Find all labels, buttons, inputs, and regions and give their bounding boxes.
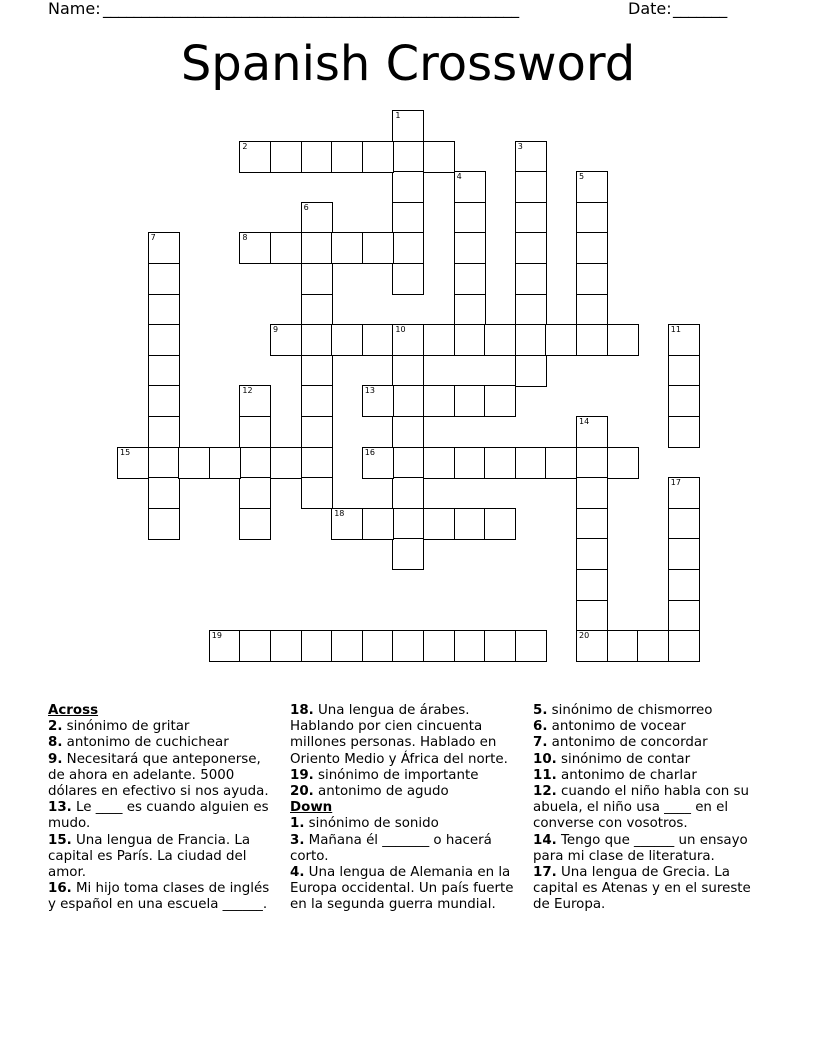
- date-label: Date:: [628, 0, 672, 18]
- cell-number: 3: [517, 141, 523, 151]
- grid-cell[interactable]: [148, 447, 180, 479]
- grid-cell[interactable]: [239, 232, 271, 264]
- clue-down-10: 10. sinónimo de contar: [533, 751, 691, 767]
- grid-cell[interactable]: [515, 447, 547, 479]
- grid-cell[interactable]: [392, 385, 424, 417]
- grid-cell[interactable]: [239, 447, 271, 479]
- cell-number: 1: [395, 111, 401, 120]
- clue-down-12: 12. cuando el niño habla con su abuela, el niño usa ____ en el converse con vosotros.: [533, 784, 749, 832]
- grid-cell[interactable]: [576, 263, 608, 295]
- grid-cell[interactable]: [392, 538, 424, 570]
- clue-down-6: 6. antonimo de vocear: [533, 719, 686, 735]
- cell-number: 8: [242, 233, 248, 243]
- grid-cell[interactable]: [423, 141, 455, 173]
- grid-cell[interactable]: [668, 630, 700, 662]
- grid-cell[interactable]: [392, 110, 424, 142]
- grid-cell[interactable]: [545, 447, 577, 479]
- clue-across-9: 9. Necesitará que anteponerse, de ahora en adelante. 5000 dólares en efectivo si nos ayuda.: [48, 751, 269, 800]
- grid-cell[interactable]: [454, 447, 486, 479]
- grid-cell[interactable]: [362, 141, 394, 173]
- grid-cell[interactable]: [301, 416, 333, 448]
- cell-number: 13: [364, 386, 375, 396]
- date-field[interactable]: _______: [673, 0, 727, 18]
- clue-across-20: 20. antonimo de agudo: [290, 784, 449, 800]
- grid-cell[interactable]: [454, 232, 486, 264]
- grid-cell[interactable]: [423, 324, 455, 356]
- grid-cell[interactable]: [392, 171, 424, 203]
- clues-column-2: [290, 703, 520, 914]
- grid-cell[interactable]: [423, 447, 455, 479]
- clue-down-3: 3. Mañana él _______ o hacerá corto.: [290, 832, 492, 864]
- grid-cell[interactable]: [270, 447, 302, 479]
- grid-cell[interactable]: [392, 202, 424, 234]
- down-heading: Down: [290, 800, 333, 816]
- cell-number: 17: [670, 478, 681, 488]
- grid-cell[interactable]: [301, 202, 333, 234]
- cell-number: 2: [242, 141, 248, 151]
- grid-cell[interactable]: [576, 538, 608, 570]
- grid-cell[interactable]: [331, 141, 363, 173]
- grid-cell[interactable]: [270, 141, 302, 173]
- clues-column-3: [533, 703, 768, 914]
- grid-cell[interactable]: [576, 232, 608, 264]
- grid-cell[interactable]: [668, 569, 700, 601]
- grid-cell[interactable]: [668, 508, 700, 540]
- grid-cell[interactable]: [576, 447, 608, 479]
- cell-number: 16: [364, 447, 375, 457]
- grid-cell[interactable]: [515, 232, 547, 264]
- grid-cell[interactable]: [576, 477, 608, 509]
- cell-number: 6: [303, 202, 309, 212]
- across-heading: Across: [48, 703, 99, 718]
- grid-cell[interactable]: [515, 171, 547, 203]
- cell-number: 20: [579, 631, 590, 641]
- grid-cell[interactable]: [637, 630, 669, 662]
- clue-across-2: 2. sinónimo de gritar: [48, 719, 190, 735]
- grid-cell[interactable]: [239, 630, 271, 662]
- grid-cell[interactable]: [301, 263, 333, 295]
- grid-cell[interactable]: [362, 508, 394, 540]
- clue-across-13: 13. Le ____ es cuando alguien es mudo.: [48, 800, 269, 832]
- cell-number: 19: [211, 631, 222, 641]
- grid-cell[interactable]: [392, 232, 424, 264]
- grid-cell[interactable]: [515, 294, 547, 326]
- grid-cell[interactable]: [668, 600, 700, 632]
- grid-cell[interactable]: [454, 171, 486, 203]
- grid-cell[interactable]: [148, 263, 180, 295]
- grid-cell[interactable]: [607, 324, 639, 356]
- cell-number: 15: [120, 447, 131, 457]
- grid-cell[interactable]: [454, 324, 486, 356]
- grid-cell[interactable]: [576, 171, 608, 203]
- cell-number: 12: [242, 386, 253, 396]
- grid-cell[interactable]: [423, 385, 455, 417]
- grid-cell[interactable]: [239, 508, 271, 540]
- grid-cell[interactable]: [392, 416, 424, 448]
- grid-cell[interactable]: [331, 508, 363, 540]
- grid-cell[interactable]: [148, 508, 180, 540]
- clue-down-7: 7. antonimo de concordar: [533, 735, 708, 751]
- grid-cell[interactable]: [576, 600, 608, 632]
- grid-cell[interactable]: [301, 232, 333, 264]
- grid-cell[interactable]: [454, 385, 486, 417]
- grid-cell[interactable]: [484, 447, 516, 479]
- grid-cell[interactable]: [454, 630, 486, 662]
- grid-cell[interactable]: [148, 232, 180, 264]
- clues-column-1: [48, 703, 280, 914]
- clue-down-5: 5. sinónimo de chismorreo: [533, 703, 713, 718]
- grid-cell[interactable]: [209, 630, 241, 662]
- grid-cell[interactable]: [301, 385, 333, 417]
- page-title: Spanish Crossword: [180, 36, 636, 92]
- grid-cell[interactable]: [148, 324, 180, 356]
- grid-cell[interactable]: [392, 263, 424, 295]
- grid-cell[interactable]: [576, 294, 608, 326]
- clue-across-19: 19. sinónimo de importante: [290, 767, 479, 783]
- grid-cell[interactable]: [392, 508, 424, 540]
- grid-cell[interactable]: [515, 263, 547, 295]
- grid-cell[interactable]: [515, 324, 547, 356]
- grid-cell[interactable]: [423, 630, 455, 662]
- grid-cell[interactable]: [239, 477, 271, 509]
- cell-number: 7: [150, 233, 156, 243]
- grid-cell[interactable]: [668, 538, 700, 570]
- grid-cell[interactable]: [362, 447, 394, 479]
- grid-cell[interactable]: [454, 508, 486, 540]
- grid-cell[interactable]: [454, 263, 486, 295]
- grid-cell[interactable]: [668, 385, 700, 417]
- grid-cell[interactable]: [148, 294, 180, 326]
- grid-cell[interactable]: [515, 355, 547, 387]
- grid-cell[interactable]: [239, 141, 271, 173]
- cell-number: 4: [456, 172, 462, 182]
- grid-cell[interactable]: [209, 447, 241, 479]
- clue-across-16: 16. Mi hijo toma clases de inglés y español en una escuela ______.: [48, 881, 270, 913]
- grid-cell[interactable]: [148, 477, 180, 509]
- grid-cell[interactable]: [423, 508, 455, 540]
- grid-cell[interactable]: [515, 630, 547, 662]
- grid-cell[interactable]: [148, 355, 180, 387]
- grid-cell[interactable]: [576, 508, 608, 540]
- grid-cell[interactable]: [148, 385, 180, 417]
- grid-cell[interactable]: [301, 355, 333, 387]
- grid-cell[interactable]: [576, 630, 608, 662]
- clue-down-4: 4. Una lengua de Alemania en la Europa occidental. Un país fuerte en la segunda guerra mundial.: [290, 865, 514, 913]
- cell-number: 5: [579, 172, 585, 182]
- grid-cell[interactable]: [668, 324, 700, 356]
- grid-cell[interactable]: [362, 630, 394, 662]
- cell-number: 9: [273, 325, 279, 335]
- grid-cell[interactable]: [484, 630, 516, 662]
- grid-cell[interactable]: [668, 416, 700, 448]
- grid-cell[interactable]: [392, 477, 424, 509]
- grid-cell[interactable]: [270, 630, 302, 662]
- grid-cell[interactable]: [301, 447, 333, 479]
- grid-cell[interactable]: [301, 477, 333, 509]
- grid-cell[interactable]: [301, 630, 333, 662]
- grid-cell[interactable]: [607, 630, 639, 662]
- name-label: Name:: [48, 0, 101, 18]
- grid-cell[interactable]: [484, 385, 516, 417]
- grid-cell[interactable]: [576, 202, 608, 234]
- clue-down-14: 14. Tengo que ______ un ensayo para mi clase de literatura.: [533, 832, 748, 864]
- grid-cell[interactable]: [576, 324, 608, 356]
- grid-cell[interactable]: [576, 416, 608, 448]
- grid-cell[interactable]: [178, 447, 210, 479]
- grid-cell[interactable]: [454, 202, 486, 234]
- grid-cell[interactable]: [668, 355, 700, 387]
- grid-cell[interactable]: [668, 477, 700, 509]
- grid-cell[interactable]: [270, 324, 302, 356]
- grid-cell[interactable]: [301, 141, 333, 173]
- clue-down-11: 11. antonimo de charlar: [533, 767, 697, 783]
- cell-number: 10: [395, 325, 406, 335]
- grid-cell[interactable]: [392, 630, 424, 662]
- cell-number: 14: [579, 417, 590, 426]
- grid-cell[interactable]: [270, 232, 302, 264]
- grid-cell[interactable]: [392, 447, 424, 479]
- grid-cell[interactable]: [362, 385, 394, 417]
- grid-cell[interactable]: [392, 355, 424, 387]
- clue-down-1: 1. sinónimo de sonido: [290, 816, 439, 832]
- grid-cell[interactable]: [331, 630, 363, 662]
- grid-cell[interactable]: [301, 294, 333, 326]
- grid-cell[interactable]: [454, 294, 486, 326]
- grid-cell[interactable]: [392, 141, 424, 173]
- grid-cell[interactable]: [301, 324, 333, 356]
- grid-cell[interactable]: [331, 324, 363, 356]
- clue-down-17: 17. Una lengua de Grecia. La capital es Atenas y en el sureste de Europa.: [533, 865, 751, 913]
- cell-number: 18: [334, 508, 345, 518]
- grid-cell[interactable]: [515, 141, 547, 173]
- grid-cell[interactable]: [148, 416, 180, 448]
- grid-cell[interactable]: [331, 232, 363, 264]
- grid-cell[interactable]: [239, 385, 271, 417]
- clue-across-8: 8. antonimo de cuchichear: [48, 735, 229, 751]
- cell-number: 11: [670, 325, 681, 335]
- grid-cell[interactable]: [515, 202, 547, 234]
- grid-cell[interactable]: [607, 447, 639, 479]
- grid-cell[interactable]: [484, 324, 516, 356]
- clue-across-15: 15. Una lengua de Francia. La capital es París. La ciudad del amor.: [48, 832, 251, 881]
- grid-cell[interactable]: [117, 447, 149, 479]
- grid-cell[interactable]: [362, 324, 394, 356]
- name-field[interactable]: ______________________________________________________: [103, 0, 519, 18]
- grid-cell[interactable]: [392, 324, 424, 356]
- grid-cell[interactable]: [362, 232, 394, 264]
- clue-across-18: 18. Una lengua de árabes. Hablando por cien cincuenta millones personas. Hablado en Oriento Medio y África del norte.: [290, 703, 508, 767]
- grid-cell[interactable]: [239, 416, 271, 448]
- grid-cell[interactable]: [484, 508, 516, 540]
- grid-cell[interactable]: [545, 324, 577, 356]
- grid-cell[interactable]: [576, 569, 608, 601]
